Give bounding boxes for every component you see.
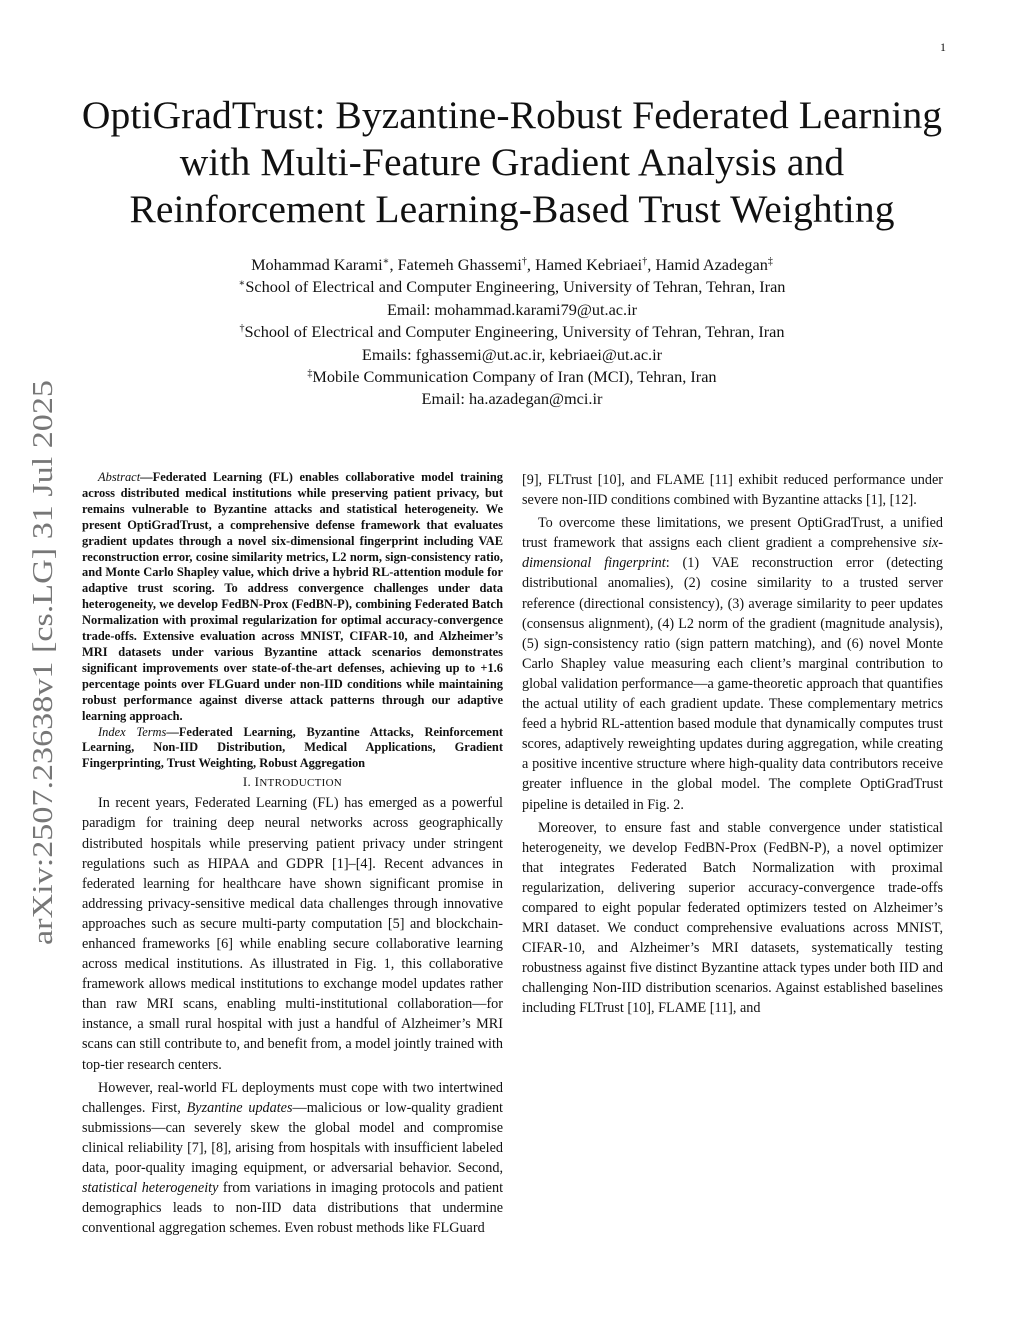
affiliation-mark: ∗ xyxy=(238,278,246,290)
abstract-label: Abstract xyxy=(98,470,141,484)
intro-paragraph-1: In recent years, Federated Learning (FL) has emerged as a powerful paradigm for training deep neural networks across geographically distributed hospitals while preserving patient privacy under stringent regulations such as HIPAA and GDPR [1]–[4]. Recent advances in federated learning for healthcare have shown significant promise in addressing privacy-sensitive medical data challenges through innovative approaches such as secure multi-party computation [5] and blockchain-enhanced frameworks [6] while enabling secure collaborative learning across medical institutions. As illustrated in Fig. 1, this collaborative framework allows medical institutions to exchange model updates rather than raw MRI scans, enabling multi-institutional collaboration—for instance, a small rural hospital with just a handful of Alzheimer’s MRI scans can still contribute to, and benefit from, a model jointly trained with top-tier research centers. xyxy=(82,795,503,1073)
intro-paragraph-2-continued: [9], FLTrust [10], and FLAME [11] exhibit reduced performance under severe non-IID conditions combined with Byzantine attacks [1], [12]. xyxy=(522,472,943,509)
author-mark: † xyxy=(642,256,648,267)
abstract-text: —Federated Learning (FL) enables collaborative model training across distributed medical institutions while preserving patient privacy, but remains vulnerable to Byzantine attacks and statistical heterogeneity. We present OptiGradTrust, a comprehensive defense framework that evaluates gradient updates through a novel six-dimensional fingerprint including VAE reconstruction error, cosine similarity metrics, L2 norm, sign-consistency ratio, and Monte Carlo Shapley value, which drive a hybrid RL-attention module for adaptive trust scoring. To address convergence challenges under data heterogeneity, we develop FedBN-Prox (FedBN-P), combining Federated Batch Normalization with proximal regularization for optimal accuracy-convergence trade-offs. Extensive evaluation across MNIST, CIFAR-10, and Alzheimer’s MRI datasets under various Byzantine attack scenarios demonstrates significant improvements over state-of-the-art defenses, achieving up to +1.6 percentage points over FLGuard under non-IID conditions while maintaining robust performance against diverse attack patterns through our adaptive learning approach. xyxy=(82,470,503,723)
intro-paragraph-2: However, real-world FL deployments must cope with two intertwined challenges. First, Byzantine updates—malicious or low-quality gradient submissions—can severely skew the global model and compromise clinical reliability [7], [8], arising from hospitals with insufficient labeled data, poor-quality imaging equipment, or adversarial behavior. Second, statistical heterogeneity from variations in imaging protocols and patient demographics leads to non-IID data distributions that undermine conventional aggregation schemes. Even robust methods like FLGuard xyxy=(82,1079,504,1237)
author-mark: ∗ xyxy=(382,256,390,267)
affiliation-mark: ‡ xyxy=(307,368,313,380)
index-terms-text: —Federated Learning, Byzantine Attacks, Reinforcement Learning, Non-IID Distribution, Medical Applications, Gradient Fingerprinting, Trust Weighting, Robust Aggregation xyxy=(82,724,504,771)
author-name: Fatemeh Ghassemi xyxy=(397,255,522,274)
author-names: Mohammad Karami∗, Fatemeh Ghassemi†, Hamed Kebriaei†, Hamid Azadegan‡ xyxy=(251,255,773,274)
section-heading: I. INTRODUCTION xyxy=(242,774,343,790)
author-name: Hamed Kebriaei xyxy=(535,255,643,274)
author-mark: † xyxy=(521,256,527,267)
page-number: 1 xyxy=(940,40,946,54)
index-terms xyxy=(82,725,503,773)
abstract xyxy=(82,470,503,725)
intro-paragraph-3: To overcome these limitations, we present OptiGradTrust, a unified trust framework that assigns each client gradient a comprehensive six-dimensional fingerprint: (1) VAE reconstruction error (detecting distributional anomalies), (2) cosine similarity to a trusted server reference (directional consistency), (3) average similarity to peer updates (consensus alignment), (4) L2 norm of the gradient (magnitude analysis), (5) sign-consistency ratio (sign pattern matching), and (6) novel Monte Carlo Shapley value measuring each client’s marginal contribution to global validation performance—a game-theoretic approach that quantifies the actual utility of each gradient update. These complementary metrics feed a hybrid RL-attention based module that dynamically computes trust scores, adaptively reweighting updates during aggregation, while creating a positive incentive structure where high-quality data contributors receive greater influence in the global model. The complete OptiGradTrust pipeline is detailed in Fig. 2. xyxy=(522,515,943,813)
arxiv-id-text: arXiv:2507.23638v1 [cs.LG] 31 Jul 2025 xyxy=(27,464,59,945)
email-3: Email: ha.azadegan@mci.ir xyxy=(421,389,603,409)
email-2: Emails: fghassemi@ut.ac.ir, kebriaei@ut.ac.ir xyxy=(361,344,663,364)
affiliation-2: †School of Electrical and Computer Engineering, University of Tehran, Tehran, Iran xyxy=(239,322,785,342)
author-name: Hamid Azadegan xyxy=(655,255,768,274)
affiliation-mark: † xyxy=(239,323,245,335)
left-column xyxy=(82,470,503,1238)
author-block xyxy=(100,254,924,411)
author-mark: ‡ xyxy=(767,256,773,267)
affiliation-1: ∗School of Electrical and Computer Engineering, University of Tehran, Tehran, Iran xyxy=(238,277,786,297)
arxiv-sidebar-stamp xyxy=(14,380,64,950)
affiliation-3: ‡Mobile Communication Company of Iran (MCI), Tehran, Iran xyxy=(307,367,717,387)
right-column xyxy=(522,470,943,1019)
intro-paragraph-4: Moreover, to ensure fast and stable convergence under statistical heterogeneity, we develop FedBN-Prox (FedBN-P), a novel optimizer that integrates Federated Batch Normalization with proximal regularization, delivering superior accuracy-convergence trade-offs compared to eight popular federated optimizers tested on Alzheimer’s MRI dataset. We conduct comprehensive evaluations across MNIST, CIFAR-10, and Alzheimer’s MRI datasets, systematically testing robustness against five distinct Byzantine attack types under both IID and challenging Non-IID distribution scenarios. Against established baselines including FLTrust [10], FLAME [11], and xyxy=(522,819,943,1017)
email-1: Email: mohammad.karami79@ut.ac.ir xyxy=(386,299,638,319)
index-terms-label: Index Terms xyxy=(98,724,167,739)
author-name: Mohammad Karami xyxy=(251,255,383,274)
paper-title: OptiGradTrust: Byzantine-Robust Federated Learning with Multi-Feature Gradient Analysis and Reinforcement Learning-Based Trust Weighting xyxy=(81,93,943,231)
arxiv-id-vertical xyxy=(14,380,64,950)
